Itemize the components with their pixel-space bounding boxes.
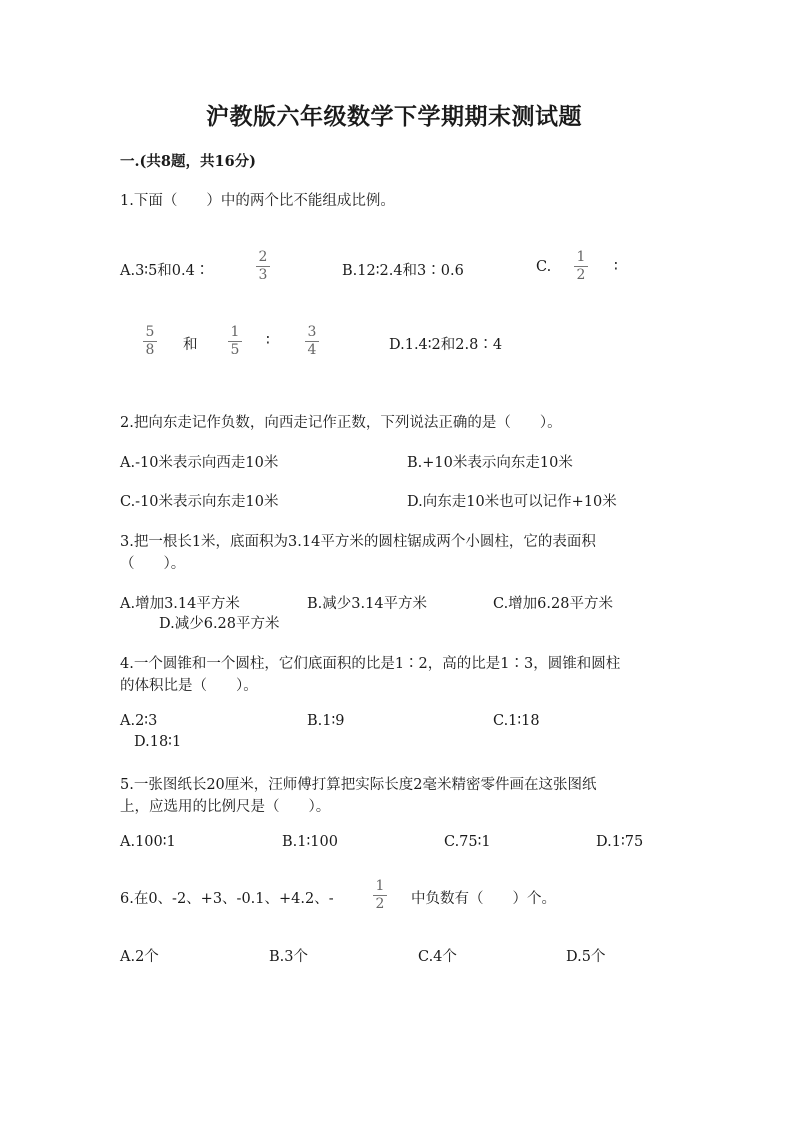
question-6-option-a: A.2个 <box>120 949 159 965</box>
fraction-2-3 <box>256 249 270 284</box>
question-1-option-b: B.12∶2.4和3∶0.6 <box>342 263 464 279</box>
question-4-option-d: D.18∶1 <box>134 734 182 750</box>
question-2-option-b: B.+10米表示向东走10米 <box>407 455 573 471</box>
fraction-5-8 <box>143 324 157 359</box>
fraction-denominator: 5 <box>230 342 240 358</box>
question-5-option-b: B.1∶100 <box>282 834 338 850</box>
question-3-option-a: A.增加3.14平方米 <box>120 596 240 612</box>
fraction-denominator: 3 <box>258 267 268 283</box>
fraction-denominator: 8 <box>145 342 155 358</box>
page-title: 沪教版六年级数学下学期期末测试题 <box>206 103 582 130</box>
fraction-1-2 <box>373 878 387 913</box>
question-6-option-d: D.5个 <box>566 949 606 965</box>
question-5-option-d: D.1∶75 <box>596 834 644 850</box>
question-4-option-c: C.1∶18 <box>493 713 540 729</box>
question-6-stem-part-2: 中负数有（ ）个。 <box>411 891 556 907</box>
question-3-option-c: C.增加6.28平方米 <box>493 596 613 612</box>
fraction-denominator: 4 <box>307 342 317 358</box>
question-5-stem-line-1: 5.一张图纸长20厘米，汪师傅打算把实际长度2毫米精密零件画在这张图纸 <box>120 777 597 793</box>
question-4-stem-line-1: 4.一个圆锥和一个圆柱，它们底面积的比是1∶2，高的比是1∶3，圆锥和圆柱 <box>120 656 621 672</box>
question-3-option-b: B.减少3.14平方米 <box>307 596 428 612</box>
question-6-option-b: B.3个 <box>269 949 308 965</box>
question-5-option-c: C.75∶1 <box>444 834 491 850</box>
fraction-1-2 <box>574 249 588 284</box>
question-2-stem: 2.把向东走记作负数，向西走记作正数，下列说法正确的是（ ）。 <box>120 415 562 431</box>
ratio-colon: ∶ <box>266 333 270 349</box>
fraction-1-5 <box>228 324 242 359</box>
fraction-numerator: 5 <box>145 324 155 340</box>
conjunction-and: 和 <box>183 337 198 353</box>
question-3-stem-line-2: （ ）。 <box>120 556 186 572</box>
question-3-option-d: D.减少6.28平方米 <box>159 616 280 632</box>
fraction-denominator: 2 <box>375 896 385 912</box>
fraction-numerator: 1 <box>230 324 240 340</box>
fraction-numerator: 2 <box>258 249 268 265</box>
question-3-stem-line-1: 3.把一根长1米，底面积为3.14平方米的圆柱锯成两个小圆柱，它的表面积 <box>120 534 596 550</box>
fraction-numerator: 3 <box>307 324 317 340</box>
question-1-option-a: A.3∶5和0.4∶ <box>120 263 210 279</box>
question-1-option-d: D.1.4∶2和2.8∶4 <box>389 337 503 353</box>
question-5-option-a: A.100∶1 <box>120 834 176 850</box>
question-6-stem-part-1: 6.在0、-2、+3、-0.1、+4.2、- <box>120 891 334 907</box>
ratio-colon: ∶ <box>614 259 618 275</box>
fraction-denominator: 2 <box>576 267 586 283</box>
question-4-option-b: B.1∶9 <box>307 713 345 729</box>
question-4-option-a: A.2∶3 <box>120 713 158 729</box>
question-2-option-c: C.-10米表示向东走10米 <box>120 494 279 510</box>
question-1-option-c: C. <box>536 259 552 275</box>
question-1-stem: 1.下面（ ）中的两个比不能组成比例。 <box>120 193 395 209</box>
question-6-option-c: C.4个 <box>418 949 457 965</box>
fraction-numerator: 1 <box>375 878 385 894</box>
fraction-numerator: 1 <box>576 249 586 265</box>
question-5-stem-line-2: 上，应选用的比例尺是（ ）。 <box>120 799 331 815</box>
section-heading: 一.(共8题，共16分) <box>120 153 257 170</box>
question-4-stem-line-2: 的体积比是（ ）。 <box>120 678 258 694</box>
question-2-option-d: D.向东走10米也可以记作+10米 <box>407 494 617 510</box>
question-2-option-a: A.-10米表示向西走10米 <box>120 455 279 471</box>
fraction-3-4 <box>305 324 319 359</box>
